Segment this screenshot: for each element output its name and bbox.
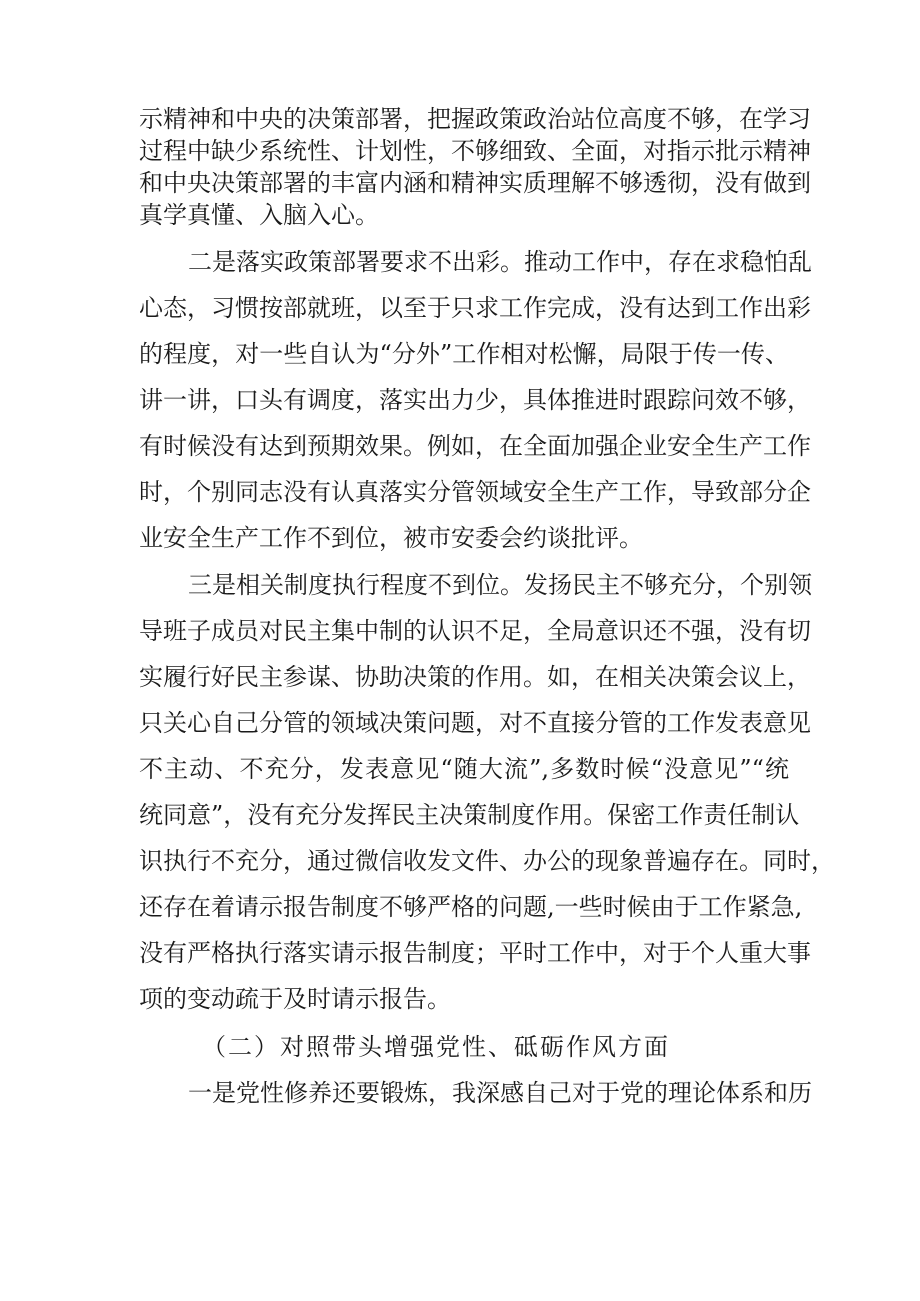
- text-line: 项的变动疏于及时请示报告。: [139, 985, 451, 1013]
- text-line: 不主动、不充分，发表意见“随大流”,多数时候“没意见”“统: [139, 755, 789, 783]
- text-line: 讲一讲，口头有调度，落实出力少，具体推进时跟踪问效不够，: [139, 386, 811, 414]
- text-line: 没有严格执行落实请示报告制度；平时工作中，对于个人重大事: [139, 939, 811, 967]
- text-line: 实履行好民主参谋、协助决策的作用。如，在相关决策会议上，: [139, 663, 811, 691]
- text-line: 有时候没有达到预期效果。例如，在全面加强企业安全生产工作: [139, 432, 811, 460]
- paragraph-first-line: 二是落实政策部署要求不出彩。推动工作中，存在求稳怕乱: [188, 248, 812, 276]
- text-line: 的程度，对一些自认为“分外”工作相对松懈，局限于传一传、: [139, 340, 789, 368]
- text-line: 导班子成员对民主集中制的认识不足，全局意识还不强，没有切: [139, 617, 811, 645]
- text-line: 心态，习惯按部就班，以至于只求工作完成，没有达到工作出彩: [139, 294, 811, 322]
- text-line: 统同意”，没有充分发挥民主决策制度作用。保密工作责任制认: [139, 801, 800, 829]
- text-line: 业安全生产工作不到位，被市安委会约谈批评。: [139, 524, 643, 552]
- text-line: 真学真懂、入脑入心。: [139, 201, 379, 229]
- paragraph-first-line: 三是相关制度执行程度不到位。发扬民主不够充分，个别领: [188, 571, 812, 599]
- paragraph-first-line: 一是党性修养还要锻炼，我深感自己对于党的理论体系和历: [188, 1079, 812, 1107]
- text-line: 示精神和中央的决策部署，把握政策政治站位高度不够，在学习: [139, 105, 811, 133]
- section-heading: （二）对照带头增强党性、砥砺作风方面: [202, 1033, 670, 1061]
- text-line: 时，个别同志没有认真落实分管领域安全生产工作，导致部分企: [139, 478, 811, 506]
- text-line: 只关心自己分管的领域决策问题，对不直接分管的工作发表意见: [139, 709, 811, 737]
- text-line: 还存在着请示报告制度不够严格的问题,一些时候由于工作紧急,: [139, 893, 803, 921]
- text-line: 和中央决策部署的丰富内涵和精神实质理解不够透彻，没有做到: [139, 169, 811, 197]
- text-line: 识执行不充分，通过微信收发文件、办公的现象普遍存在。同时，: [139, 847, 835, 875]
- text-line: 过程中缺少系统性、计划性，不够细致、全面，对指示批示精神: [139, 137, 811, 165]
